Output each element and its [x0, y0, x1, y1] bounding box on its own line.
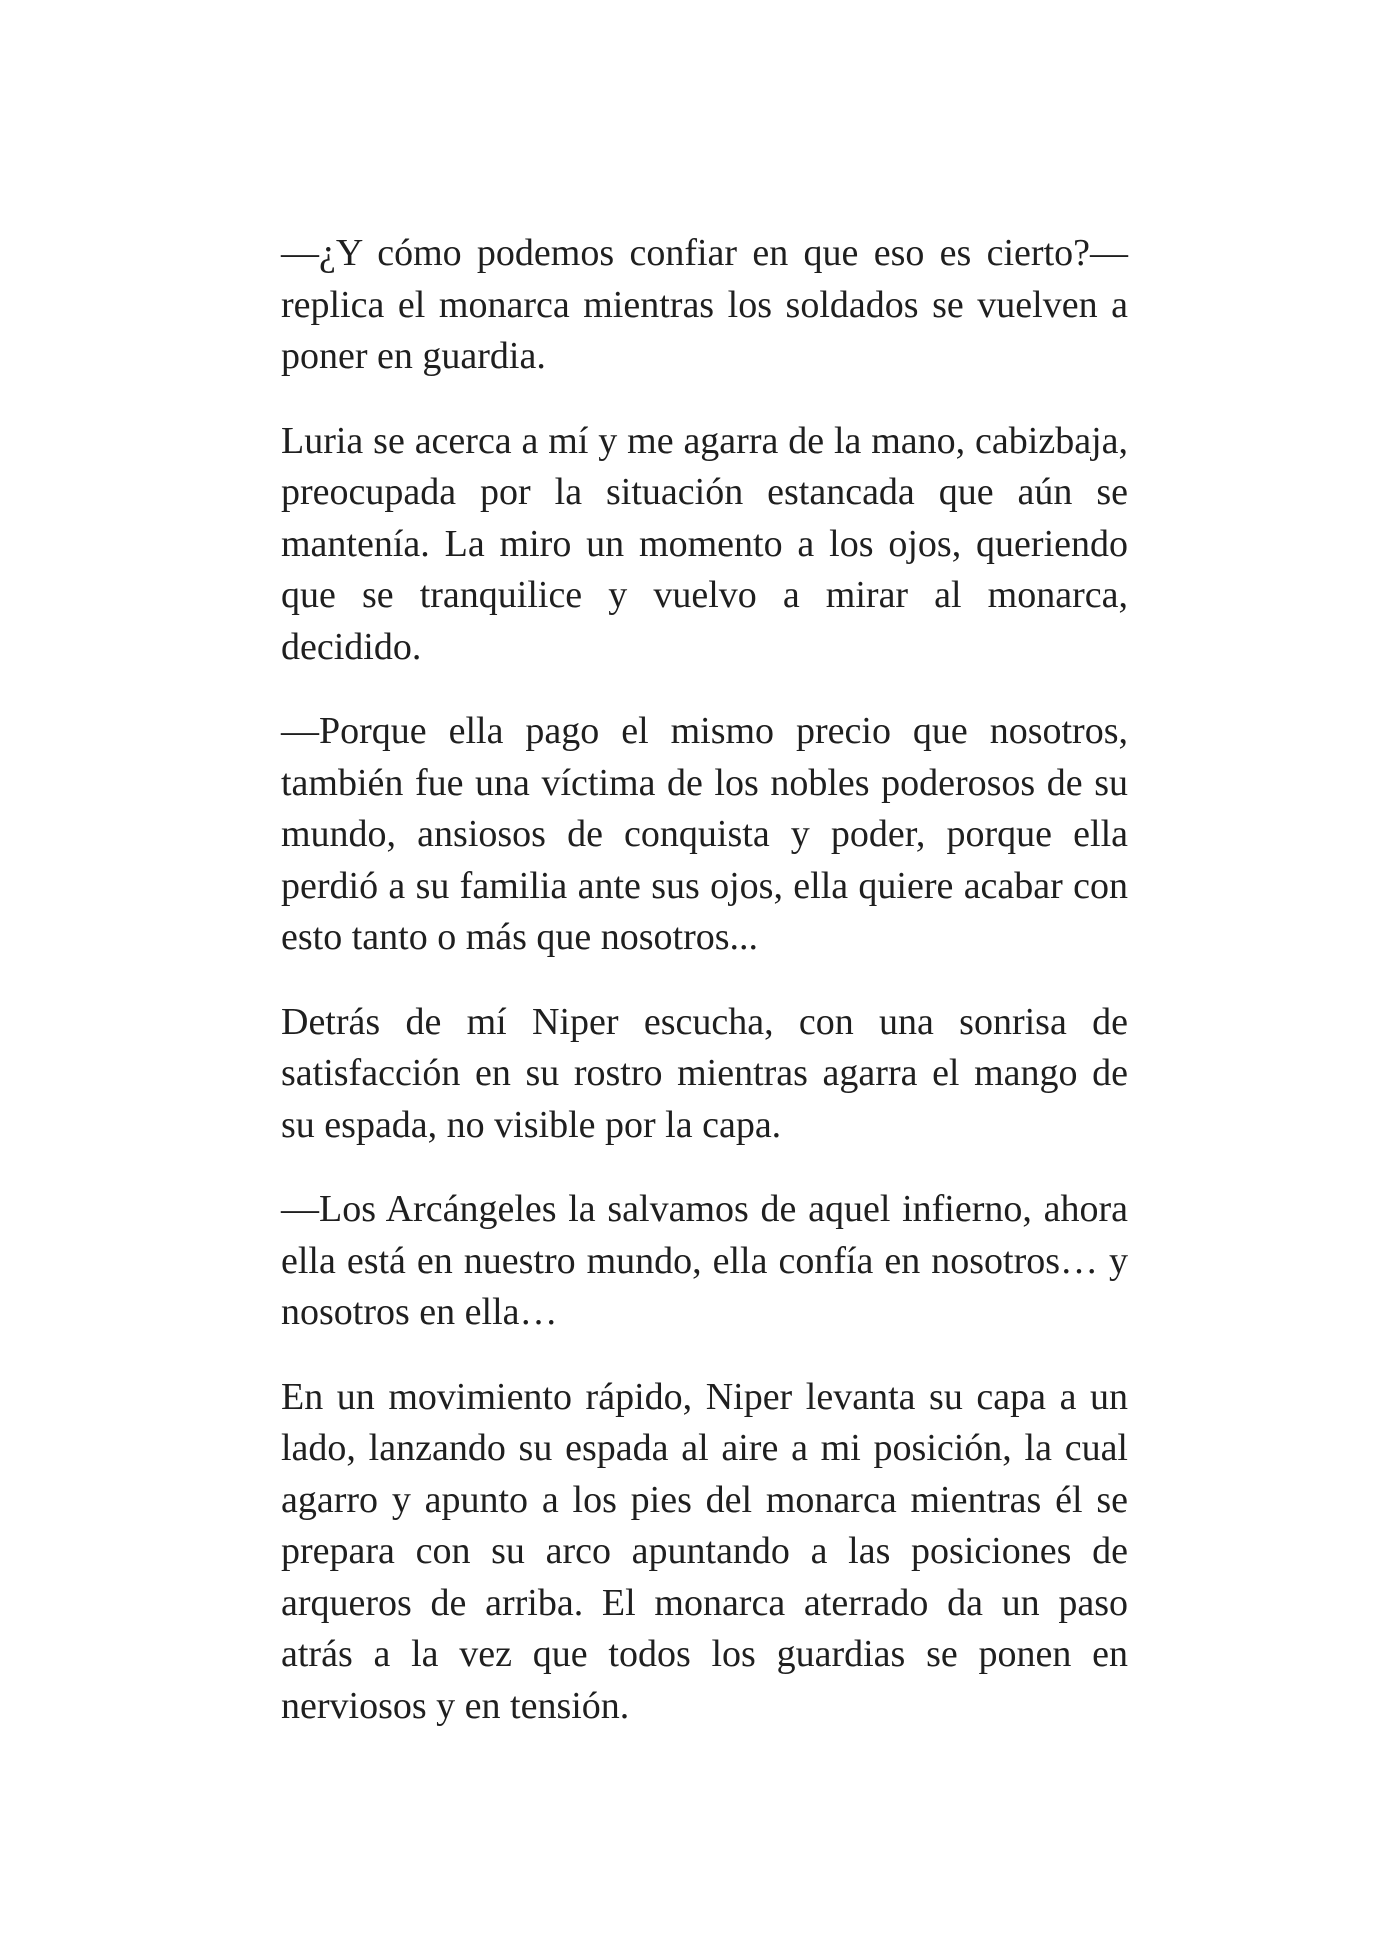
paragraph-1: —¿Y cómo podemos confiar en que eso es cierto?— replica el monarca mientras los soldados se vuelven a poner en guardia. [281, 232, 1128, 377]
page-body-text [281, 228, 1128, 1765]
paragraph-6: En un movimiento rápido, Niper levanta su capa a un lado, lanzando su espada al aire a mi posición, la cual agarro y apunto a los pies del monarca mientras él se prepara con su arco apuntando a las posiciones de arqueros de arriba. El monarca aterrado da un paso atrás a la vez que todos los guardias se ponen en nerviosos y en tensión. [281, 1375, 1128, 1727]
paragraph-2: Luria se acerca a mí y me agarra de la mano, cabizbaja, preocupada por la situación estancada que aún se mantenía. La miro un momento a los ojos, queriendo que se tranquilice y vuelvo a mirar al monarca, decidido. [281, 419, 1128, 668]
paragraph-3: —Porque ella pago el mismo precio que nosotros, también fue una víctima de los nobles poderosos de su mundo, ansiosos de conquista y poder, porque ella perdió a su familia ante sus ojos, ella quiere acabar con esto tanto o más que nosotros... [281, 710, 1128, 958]
paragraph-4: Detrás de mí Niper escucha, con una sonrisa de satisfacción en su rostro mientras agarra el mango de su espada, no visible por la capa. [281, 1000, 1128, 1146]
paragraph-5: —Los Arcángeles la salvamos de aquel infierno, ahora ella está en nuestro mundo, ella confía en nosotros… y nosotros en ella… [281, 1188, 1128, 1333]
